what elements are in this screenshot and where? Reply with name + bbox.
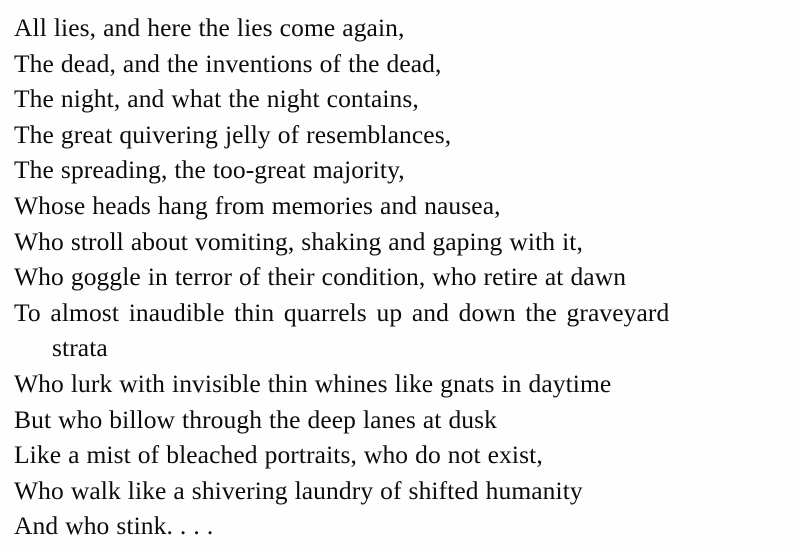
- poem-line: Who stroll about vomiting, shaking and gaping with it,: [14, 226, 583, 256]
- poem-line: All lies, and here the lies come again,: [14, 13, 405, 42]
- poem-line: And who stink. . . .: [14, 511, 214, 541]
- poem-line: The night, and what the night contains,: [14, 84, 419, 114]
- poem-line: The dead, and the inventions of the dead,: [14, 48, 442, 78]
- poem-line: The spreading, the too-great majority,: [14, 155, 405, 185]
- poem-text-block: [14, 10, 784, 544]
- poem-line: Who walk like a shivering laundry of shifted humanity: [14, 475, 583, 505]
- poem-line: Who goggle in terror of their condition, who retire at dawn: [14, 262, 627, 292]
- poem-line: To almost inaudible thin quarrels up and down the graveyard: [14, 297, 670, 327]
- poem-line: strata: [52, 333, 108, 363]
- poem-line: But who billow through the deep lanes at dusk: [14, 404, 498, 434]
- poem-line: Who lurk with invisible thin whines like gnats in daytime: [14, 368, 612, 398]
- poem-line: Like a mist of bleached portraits, who do not exist,: [14, 440, 543, 470]
- poem-line: Whose heads hang from memories and nausea,: [14, 190, 501, 220]
- poem-line: The great quivering jelly of resemblances,: [14, 119, 452, 149]
